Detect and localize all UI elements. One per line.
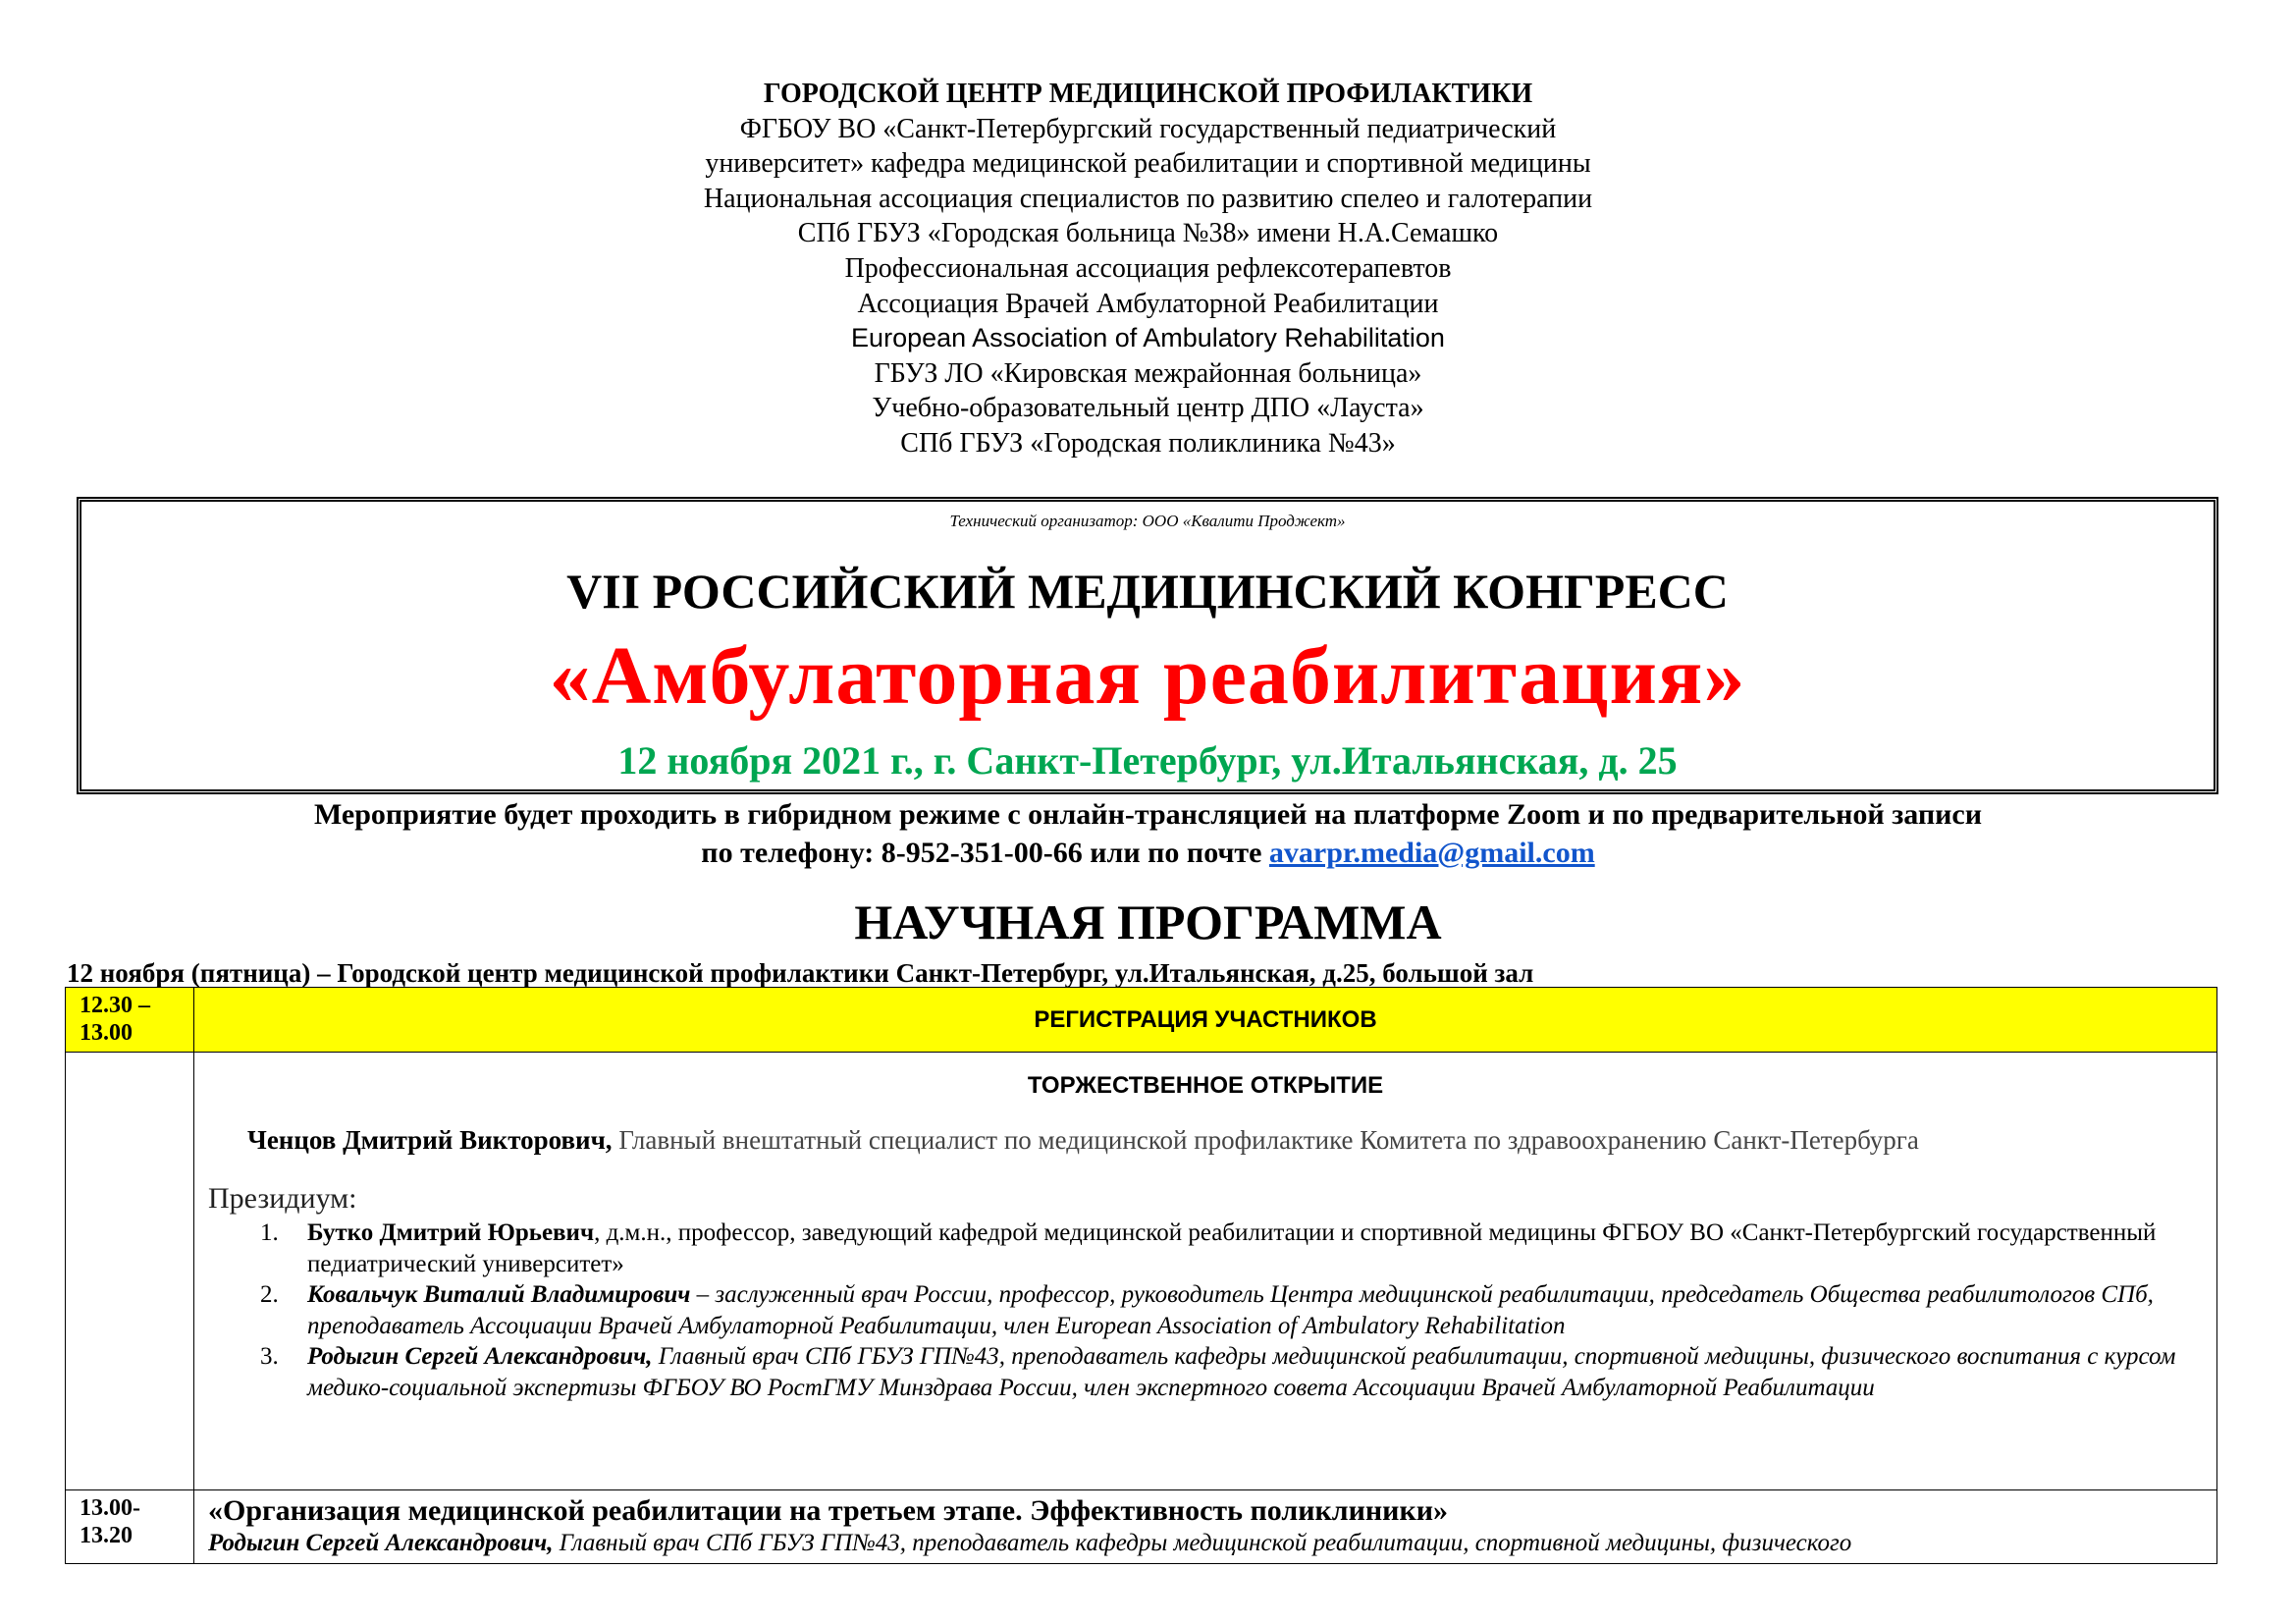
email-link[interactable]: avarpr.media@gmail.com [1268, 837, 1595, 869]
time-cell: 12.30 – 13.00 [66, 988, 194, 1053]
member-name: Родыгин Сергей Александрович, [307, 1343, 653, 1370]
opening-title: ТОРЖЕСТВЕННОЕ ОТКРЫТИЕ [1027, 1072, 1384, 1099]
organizer-line: СПб ГБУЗ «Городская поликлиника №43» [900, 427, 1396, 459]
organizer-line: ГОРОДСКОЙ ЦЕНТР МЕДИЦИНСКОЙ ПРОФИЛАКТИКИ [763, 79, 1533, 109]
chairman-name: Ченцов Дмитрий Викторович, [247, 1125, 613, 1155]
organizer-line: ФГБОУ ВО «Санкт-Петербургский государственный педиатрический [739, 113, 1557, 144]
talk-title: «Организация медицинской реабилитации на третьем этапе. Эффективность поликлиники» [208, 1494, 1449, 1527]
opening-cell [194, 1053, 2217, 1490]
list-item [194, 1341, 2216, 1403]
member-desc: , д.м.н., профессор, заведующий кафедрой медицинской реабилитации и спортивной медицины ФГБОУ ВО «Санкт-Петербургский государственный педиатрический университет» [307, 1219, 2157, 1277]
program-table [65, 987, 2217, 1564]
organizer-line: European Association of Ambulatory Rehabilitation [851, 323, 1445, 353]
contact-line [0, 837, 2296, 870]
organizer-line: Учебно-образовательный центр ДПО «Лауста» [872, 393, 1424, 424]
talk-author [208, 1530, 1851, 1557]
chairman [247, 1125, 1919, 1156]
registration-title: РЕГИСТРАЦИЯ УЧАСТНИКОВ [1034, 1006, 1377, 1033]
author-desc: Главный врач СПб ГБУЗ ГП№43, преподаватель кафедры медицинской реабилитации, спортивной медицины, физического [553, 1530, 1852, 1556]
tech-organizer: Технический организатор: ООО «Квалити Проджект» [949, 512, 1346, 530]
congress-name: VII РОССИЙСКИЙ МЕДИЦИНСКИЙ КОНГРЕСС [566, 564, 1729, 619]
item-number: 3. [260, 1343, 279, 1370]
organizer-line: ГБУЗ ЛО «Кировская межрайонная больница» [874, 357, 1422, 389]
presidium-list [194, 1218, 2216, 1403]
presidium-label: Президиум: [208, 1182, 357, 1215]
organizer-line: СПб ГБУЗ «Городская больница №38» имени Н.А.Семашко [797, 218, 1499, 249]
item-number: 1. [260, 1219, 279, 1246]
member-desc: Главный врач СПб ГБУЗ ГП№43, преподаватель кафедры медицинской реабилитации, спортивной медицины, физического воспитания с курсом медико-социальной экспертизы ФГБОУ ВО РостГМУ Минздрава России, член экспертного совета Ассоциации Врачей Амбулаторной Реабилитации [307, 1343, 2176, 1401]
author-name: Родыгин Сергей Александрович, [208, 1530, 554, 1556]
organizer-line: университет» кафедра медицинской реабилитации и спортивной медицины [705, 148, 1591, 180]
member-name: Бутко Дмитрий Юрьевич [307, 1219, 595, 1246]
congress-date-place: 12 ноября 2021 г., г. Санкт-Петербург, ул.Итальянская, д. 25 [617, 738, 1678, 783]
contact-phone: по телефону: 8-952-351-00-66 или по почте [701, 837, 1269, 869]
member-desc: – заслуженный врач России, профессор, руководитель Центра медицинской реабилитации, председатель Общества реабилитологов СПб, преподаватель Ассоциации Врачей Амбулаторной Реабилитации, член European Association of Ambulatory Rehabilitation [307, 1281, 2154, 1339]
talk-cell [194, 1490, 2217, 1564]
list-item [194, 1279, 2216, 1341]
table-row [66, 988, 2217, 1053]
organizer-line: Национальная ассоциация специалистов по развитию спелео и галотерапии [703, 183, 1593, 214]
congress-title: «Амбулаторная реабилитация» [549, 630, 1746, 722]
time-cell: 13.00- 13.20 [66, 1490, 194, 1564]
organizers-header [0, 77, 2296, 461]
item-number: 2. [260, 1281, 279, 1308]
hybrid-note: Мероприятие будет проходить в гибридном режиме с онлайн-трансляцией на платформе Zoom и по предварительной записи [313, 798, 1983, 831]
table-row [66, 1490, 2217, 1564]
program-heading: НАУЧНАЯ ПРОГРАММА [854, 894, 1442, 949]
congress-banner [77, 497, 2218, 794]
list-item [194, 1218, 2216, 1279]
organizer-line: Профессиональная ассоциация рефлексотерапевтов [844, 252, 1452, 284]
time-cell [66, 1053, 194, 1490]
chairman-desc: Главный внештатный специалист по медицинской профилактике Комитета по здравоохранению Санкт-Петербурга [612, 1125, 1919, 1155]
table-row [66, 1053, 2217, 1490]
registration-cell [194, 988, 2217, 1053]
day-line: 12 ноября (пятница) – Городской центр медицинской профилактики Санкт-Петербург, ул.Итальянская, д.25, большой зал [67, 958, 1534, 988]
organizer-line: Ассоциация Врачей Амбулаторной Реабилитации [857, 288, 1439, 319]
member-name: Ковальчук Виталий Владимирович [307, 1281, 691, 1308]
